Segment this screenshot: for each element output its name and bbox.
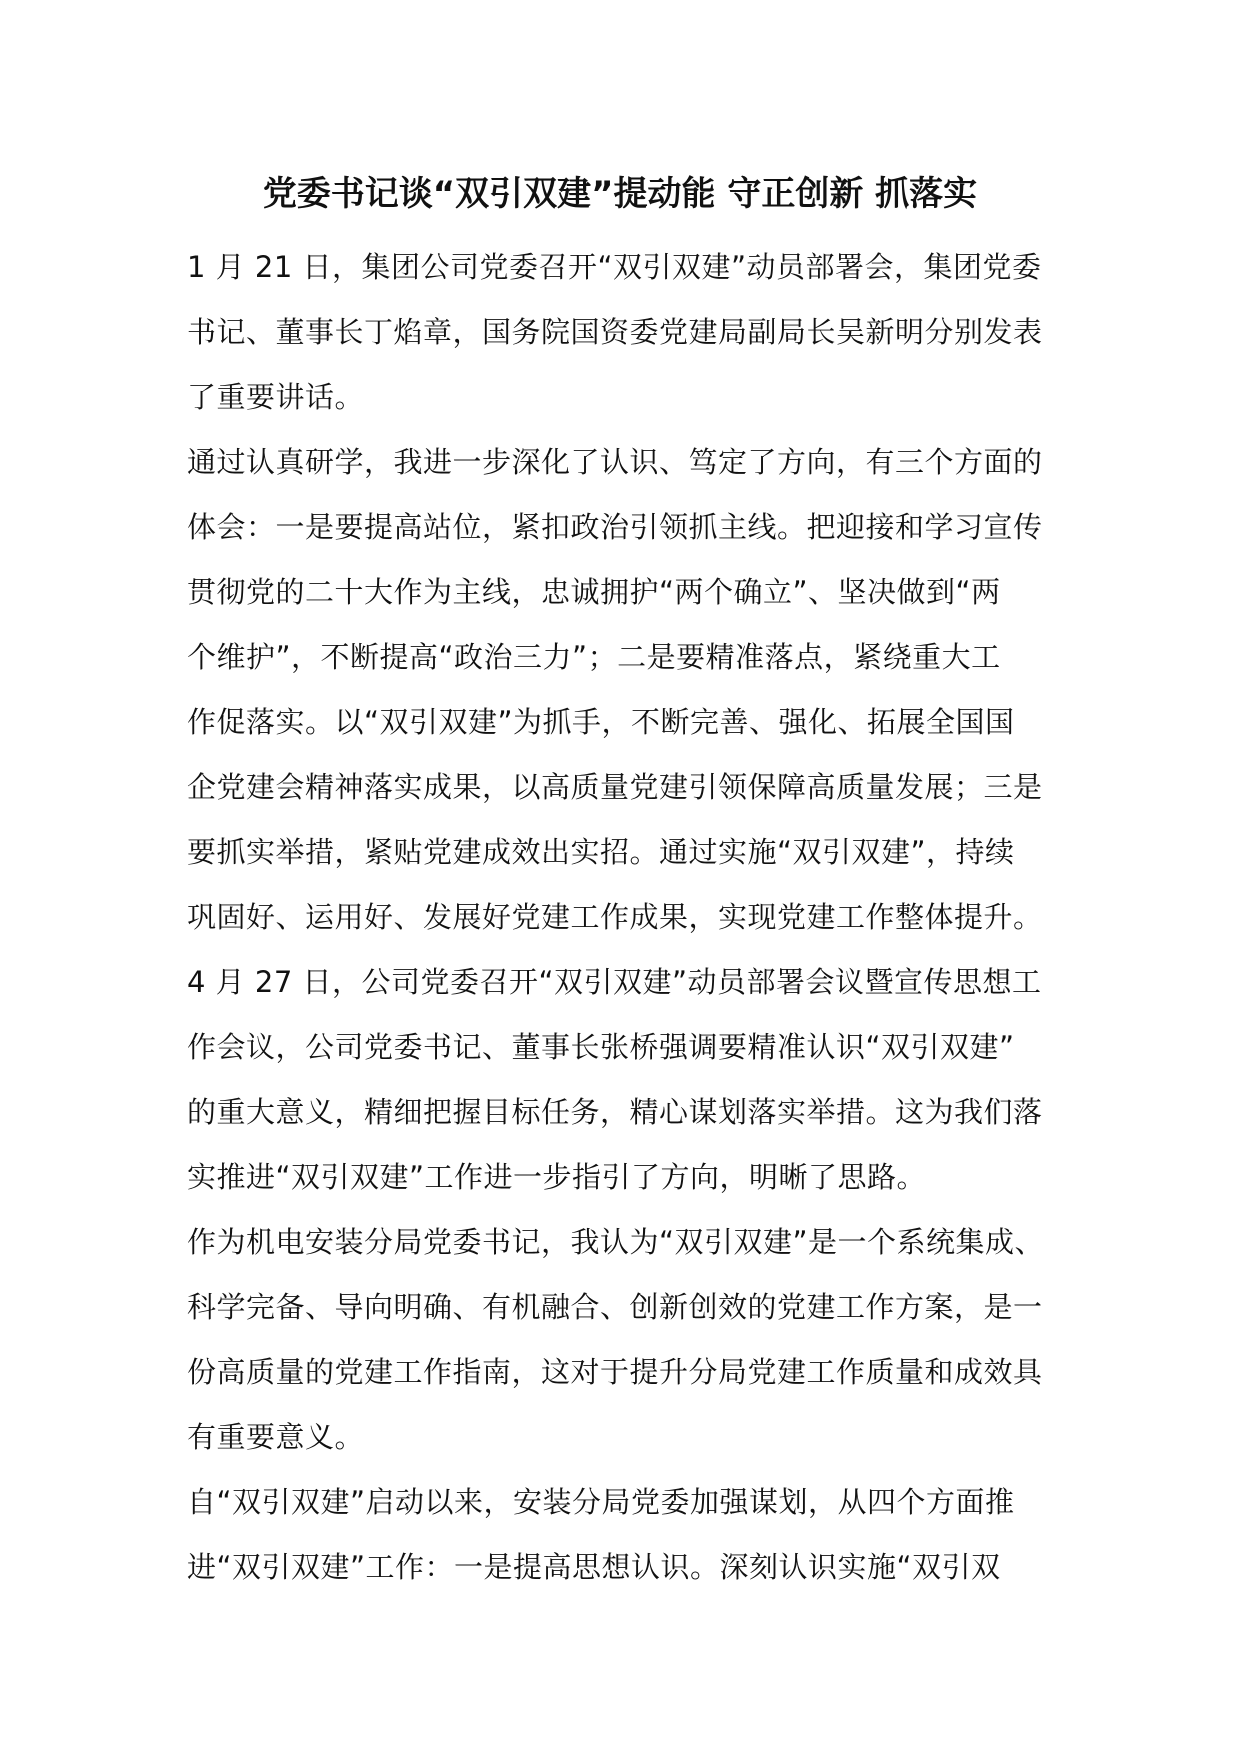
- body-line: 企党建会精神落实成果，以高质量党建引领保障高质量发展；三是: [187, 770, 1043, 804]
- document-body: [187, 235, 1067, 1600]
- body-line: 进“双引双建”工作：一是提高思想认识。深刻认识实施“双引双: [187, 1550, 1001, 1584]
- body-line: 巩固好、运用好、发展好党建工作成果，实现党建工作整体提升。: [187, 900, 1043, 934]
- body-line: 4 月 27 日，公司党委召开“双引双建”动员部署会议暨宣传思想工: [187, 965, 1042, 999]
- body-line: 科学完备、导向明确、有机融合、创新创效的党建工作方案，是一: [187, 1290, 1043, 1324]
- body-line: 的重大意义，精细把握目标任务，精心谋划落实举措。这为我们落: [187, 1095, 1043, 1129]
- body-line: 了重要讲话。: [187, 380, 365, 414]
- body-line: 作为机电安装分局党委书记，我认为“双引双建”是一个系统集成、: [187, 1225, 1045, 1259]
- body-line: 作会议，公司党委书记、董事长张桥强调要精准认识“双引双建”: [187, 1030, 1015, 1064]
- body-line: 书记、董事长丁焰章，国务院国资委党建局副局长吴新明分别发表: [187, 315, 1043, 349]
- body-line: 份高质量的党建工作指南，这对于提升分局党建工作质量和成效具: [187, 1355, 1043, 1389]
- body-line: 贯彻党的二十大作为主线，忠诚拥护“两个确立”、坚决做到“两: [187, 575, 1001, 609]
- body-line: 体会：一是要提高站位，紧扣政治引领抓主线。把迎接和学习宣传: [187, 510, 1043, 544]
- body-line: 1 月 21 日，集团公司党委召开“双引双建”动员部署会，集团党委: [187, 250, 1042, 284]
- body-line: 通过认真研学，我进一步深化了认识、笃定了方向，有三个方面的: [187, 445, 1043, 479]
- body-line: 个维护”，不断提高“政治三力”；二是要精准落点，紧绕重大工: [187, 640, 1001, 674]
- body-line: 实推进“双引双建”工作进一步指引了方向，明晰了思路。: [187, 1160, 927, 1194]
- body-line: 有重要意义。: [187, 1420, 365, 1454]
- body-line: 要抓实举措，紧贴党建成效出实招。通过实施“双引双建”，持续: [187, 835, 1015, 869]
- body-line: 作促落实。以“双引双建”为抓手，不断完善、强化、拓展全国国: [187, 705, 1015, 739]
- body-line: 自“双引双建”启动以来，安装分局党委加强谋划，从四个方面推: [187, 1485, 1015, 1519]
- document-title: 党委书记谈“双引双建”提动能 守正创新 抓落实: [262, 174, 978, 214]
